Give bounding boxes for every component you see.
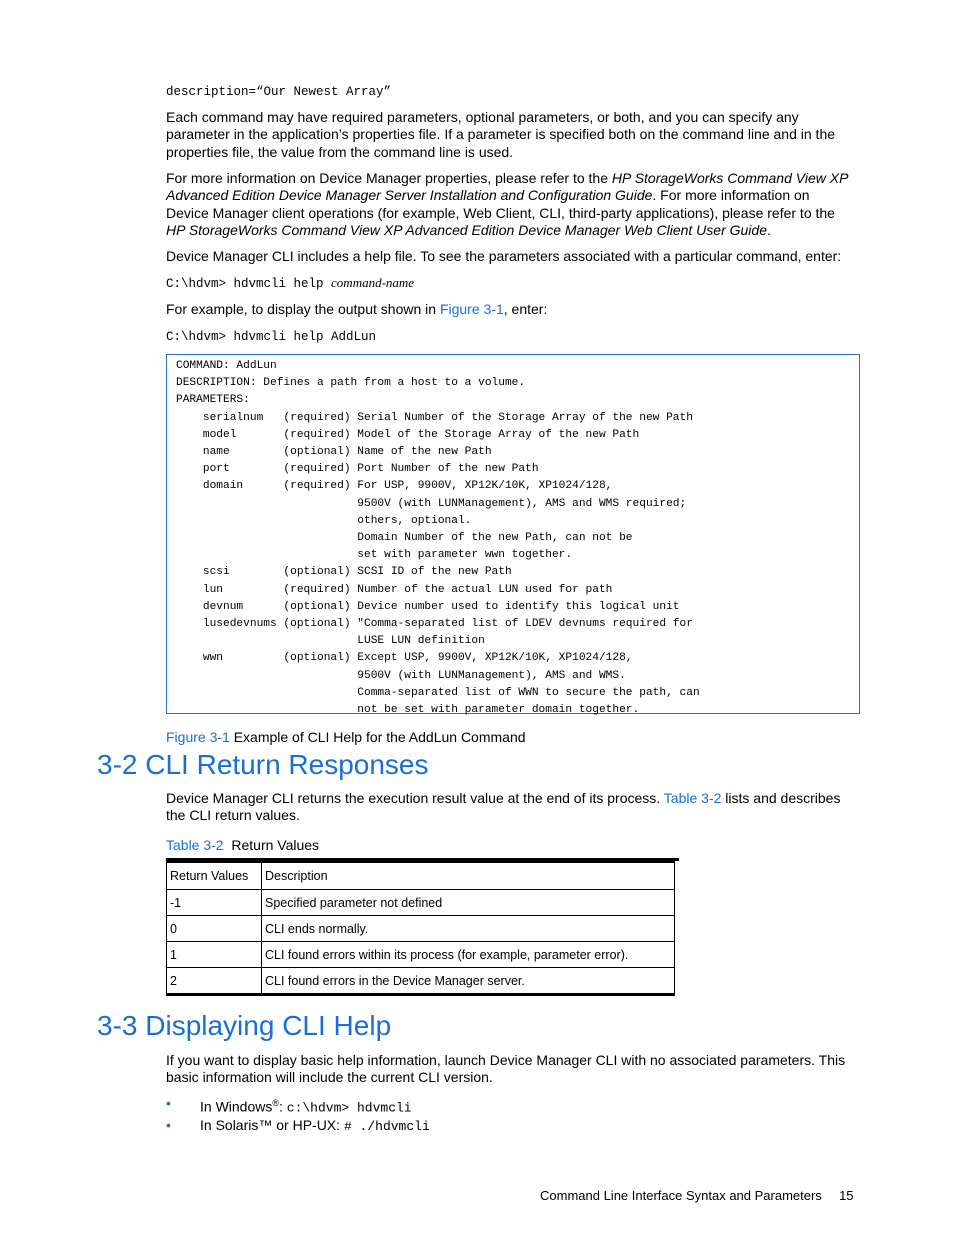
list-item: • In Solaris™ or HP-UX: # ./hdvmcli [166, 1114, 430, 1136]
table-row [167, 942, 675, 968]
table-cell: 0 [167, 916, 262, 942]
paragraph-help-file: Device Manager CLI includes a help file. To see the parameters associated with a particular command, enter: [166, 248, 842, 264]
table-header-row [167, 862, 675, 890]
table-cell: -1 [167, 890, 262, 916]
paragraph-example: For example, to display the output shown in Figure 3-1, enter: [166, 301, 548, 317]
paragraph-basic-help: If you want to display basic help information, launch Device Manager CLI with no associated parameters. This basic information will include the current CLI version. [166, 1052, 846, 1086]
platform-list [166, 1092, 430, 1136]
page-number: 15 [839, 1188, 854, 1203]
code-help-addlun: C:\hdvm> hdvmcli help AddLun [166, 330, 377, 344]
help-output-box [166, 354, 860, 717]
table-cell: Specified parameter not defined [262, 890, 675, 916]
table-row [167, 890, 675, 916]
paragraph-parameters: Each command may have required parameters, optional parameters, or both, and you can specify any parameter in the application’s properties file. If a parameter is specified both on the command line and in the properties file, the value from the command line is used. [166, 109, 836, 160]
bullet-icon: • [166, 1117, 171, 1133]
table-caption: Table 3-2 Return Values [166, 837, 320, 853]
code-description-example: description=“Our Newest Array” [166, 85, 392, 99]
table-cell: 2 [167, 968, 262, 995]
guide-title-server: HP StorageWorks Command View XP Advanced Edition Device Manager Server Installation and Configuration Guide [166, 170, 848, 204]
paragraph-return-values: Device Manager CLI returns the execution result value at the end of its process. Table 3-2 lists and describes the CLI return values. [166, 790, 841, 824]
help-output-text: COMMAND: AddLun DESCRIPTION: Defines a path from a host to a volume. PARAMETERS: serialnum (required) Serial Number of the Storage Array of the new Path model (required) Model of the Storage Array of the new Path name (optional) Name of the new Path port (required) Port Number of the new Path domain (required) For USP, 9900V, XP12K/10K, XP1024/128, 9500V (with LUNManagement), AMS and WMS required; others, optional. Domain Number of the new Path, can not be set with parameter wwn together. scsi (optional) SCSI ID of the new Path lun (required) Number of the actual LUN used for path devnum (optional) Device number used to identify this logical unit lusedevnums (optional) "Comma-separated list of LDEV devnums required for LUSE LUN definition wwn (optional) Except USP, 9900V, XP12K/10K, XP1024/128, 9500V (with LUNManagement), AMS and WMS. Comma-separated list of WWN to secure the path, can not be set with parameter domain together. [176, 360, 700, 717]
section-title-displaying-help: 3-3 Displaying CLI Help [97, 1010, 392, 1041]
table-cell: CLI ends normally. [262, 916, 675, 942]
table-cell: CLI found errors within its process (for example, parameter error). [262, 942, 675, 968]
footer-title: Command Line Interface Syntax and Parameters [540, 1188, 822, 1203]
bullet-icon: • [166, 1095, 171, 1111]
table-cell: 1 [167, 942, 262, 968]
table-header-cell: Return Values [167, 862, 262, 890]
code-help-arg: command-name [331, 275, 415, 290]
figure-caption: Figure 3-1 Example of CLI Help for the AddLun Command [166, 729, 526, 745]
page-footer [540, 1188, 854, 1203]
return-values-table [166, 860, 675, 996]
table-3-2-link[interactable]: Table 3-2 [663, 790, 722, 806]
code-help-command: C:\hdvm> hdvmcli help command-name [166, 275, 415, 291]
paragraph-more-info: For more information on Device Manager properties, please refer to the HP StorageWorks Command View XP Advanced Edition Device Manager Server Installation and Configuration Guide. For more information on Device Manager client operations (for example, Web Client, CLI, third-party applications), please refer to the HP StorageWorks Command View XP Advanced Edition Device Manager Web Client User Guide. [166, 170, 848, 238]
list-item: • In Windows®: c:\hdvm> hdvmcli [166, 1092, 430, 1114]
guide-title-webclient: HP StorageWorks Command View XP Advanced Edition Device Manager Web Client User Guide [166, 221, 767, 238]
figure-caption-link[interactable]: Figure 3-1 [166, 729, 230, 745]
table-header-cell: Description [262, 862, 675, 890]
table-cell: CLI found errors in the Device Manager server. [262, 968, 675, 995]
solaris-command: # ./hdvmcli [343, 1119, 430, 1134]
windows-command: c:\hdvm> hdvmcli [286, 1100, 412, 1116]
table-row [167, 916, 675, 942]
table-row [167, 968, 675, 995]
table-caption-link[interactable]: Table 3-2 [166, 837, 224, 853]
figure-3-1-link[interactable]: Figure 3-1 [439, 301, 504, 317]
section-title-return-responses: 3-2 CLI Return Responses [97, 749, 429, 780]
